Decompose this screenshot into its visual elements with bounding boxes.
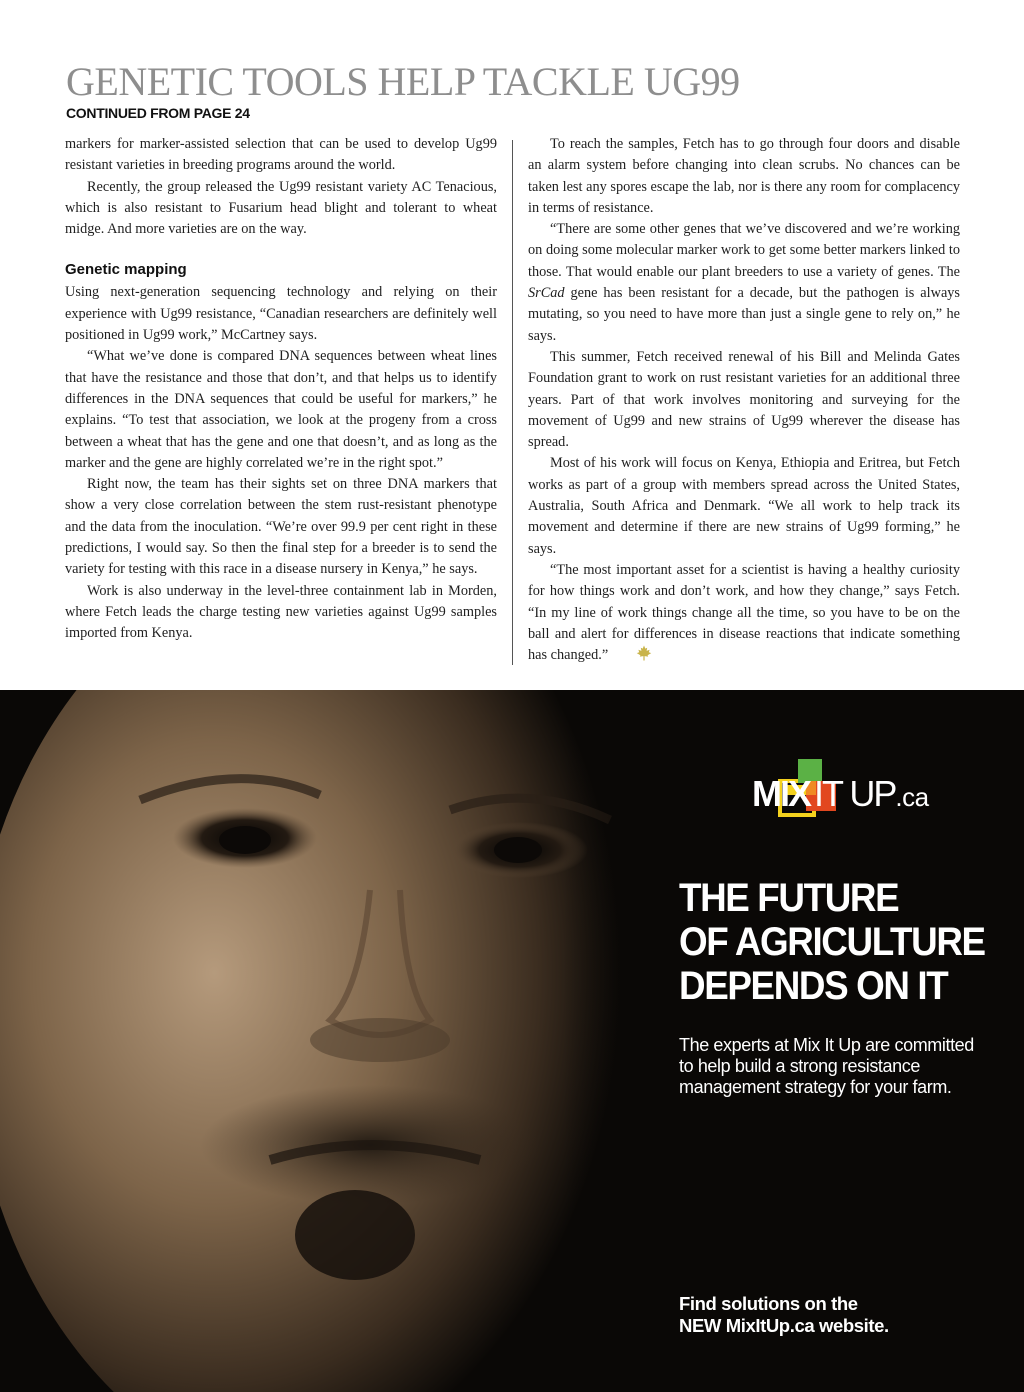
paragraph-text: gene has been resistant for a decade, but the pathogen is always mutating, so you need to have more than just a single gene to rely on,” he says.: [528, 285, 960, 344]
paragraph: [528, 560, 960, 668]
paragraph: “What we’ve done is compared DNA sequences between wheat lines that have the resistance and those that don’t, and that helps us to identify differences in the DNA sequences that could be useful for markers,” he explains. “To test that association, we look at the progeny from a cross between a wheat that has the gene and one that doesn’t, and as long as the marker and the gene are highly correlated we’re in the right spot.”: [65, 348, 497, 471]
paragraph: To reach the samples, Fetch has to go through four doors and disable an alarm system before changing into clean scrubs. No chances can be taken lest any spores escape the lab, nor is there any room for complacency in terms of resistance.: [528, 136, 960, 216]
logo-mix: MIX: [752, 773, 811, 814]
maple-leaf-icon: [614, 645, 652, 668]
paragraph: This summer, Fetch received renewal of his Bill and Melinda Gates Foundation grant to work on rust resistant varieties for an additional three years. Part of that work involves monitoring and surveying for the movement of Ug99 and new strains of Ug99 wherever the disease has spread.: [528, 348, 960, 451]
paragraph: Using next-generation sequencing technology and relying on their experience with Ug99 resistance, “Canadian researchers are definitely well positioned in Ug99 work,” McCartney says.: [65, 284, 497, 344]
paragraph: markers for marker-assisted selection that can be used to develop Ug99 resistant varieties in breeding programs around the world.: [65, 136, 497, 174]
paragraph: Right now, the team has their sights set on three DNA markers that show a very close correlation between the stem rust-resistant phenotype and the data from the inoculation. “We’re over 99.9 per cent right in these predictions, I would say. So then the final step for a breeder is to send the variety for testing with this race in a disease nursery in Kenya,” he says.: [65, 476, 497, 578]
ad-headline: [679, 876, 985, 1008]
article-headline: GENETIC TOOLS HELP TACKLE UG99: [66, 59, 740, 104]
ad-headline-line: DEPENDS ON IT: [679, 964, 948, 1008]
ad-call-to-action: [679, 1293, 999, 1337]
article-column-left: [65, 134, 497, 645]
continued-from-label: CONTINUED FROM PAGE 24: [66, 105, 250, 121]
website-link[interactable]: MixItUp.ca: [725, 1315, 815, 1336]
paragraph: Most of his work will focus on Kenya, Ethiopia and Eritrea, but Fetch works as part of a group with members spread across the United States, Australia, South Africa and Denmark. “We all work to help track its movement and determine if there are new strains of Ug99 forming,” he says.: [528, 455, 960, 557]
cta-line: Find solutions on the: [679, 1293, 858, 1314]
logo-it-up: IT UP: [814, 773, 896, 814]
paragraph-text: “There are some other genes that we’ve discovered and we’re working on doing some molecular marker work to get some better markers linked to those. That would enable our plant breeders to use a variety of genes. The: [528, 221, 960, 280]
cta-line: [679, 1315, 999, 1337]
cta-suffix: website.: [814, 1315, 889, 1336]
ad-headline-line: THE FUTURE: [679, 876, 899, 920]
mix-it-up-logo: [752, 774, 929, 814]
section-subhead: Genetic mapping: [65, 261, 187, 279]
paragraph-text: “The most important asset for a scientist is having a healthy curiosity for how things work and don’t work, and how they change,” says Fetch. “In my line of work things change all the time, so you have to be on the ball and alert for differences in disease reactions that indicate something has changed.”: [528, 561, 960, 664]
article-column-right: [528, 134, 960, 668]
logo-domain: .ca: [895, 782, 929, 812]
ad-body-text: The experts at Mix It Up are committed to help build a strong resistance management strategy for your farm.: [679, 1035, 974, 1097]
paragraph: Work is also underway in the level-three containment lab in Morden, where Fetch leads the charge testing new varieties against Ug99 samples imported from Kenya.: [65, 582, 497, 642]
cta-prefix: NEW: [679, 1315, 726, 1336]
ad-headline-line: OF AGRICULTURE: [679, 920, 985, 964]
paragraph: Recently, the group released the Ug99 resistant variety AC Tenacious, which is also resistant to Fusarium head blight and tolerant to wheat midge. And more varieties are on the way.: [65, 178, 497, 238]
gene-name: SrCad: [528, 285, 565, 302]
paragraph: [528, 219, 960, 347]
column-divider: [512, 140, 513, 665]
